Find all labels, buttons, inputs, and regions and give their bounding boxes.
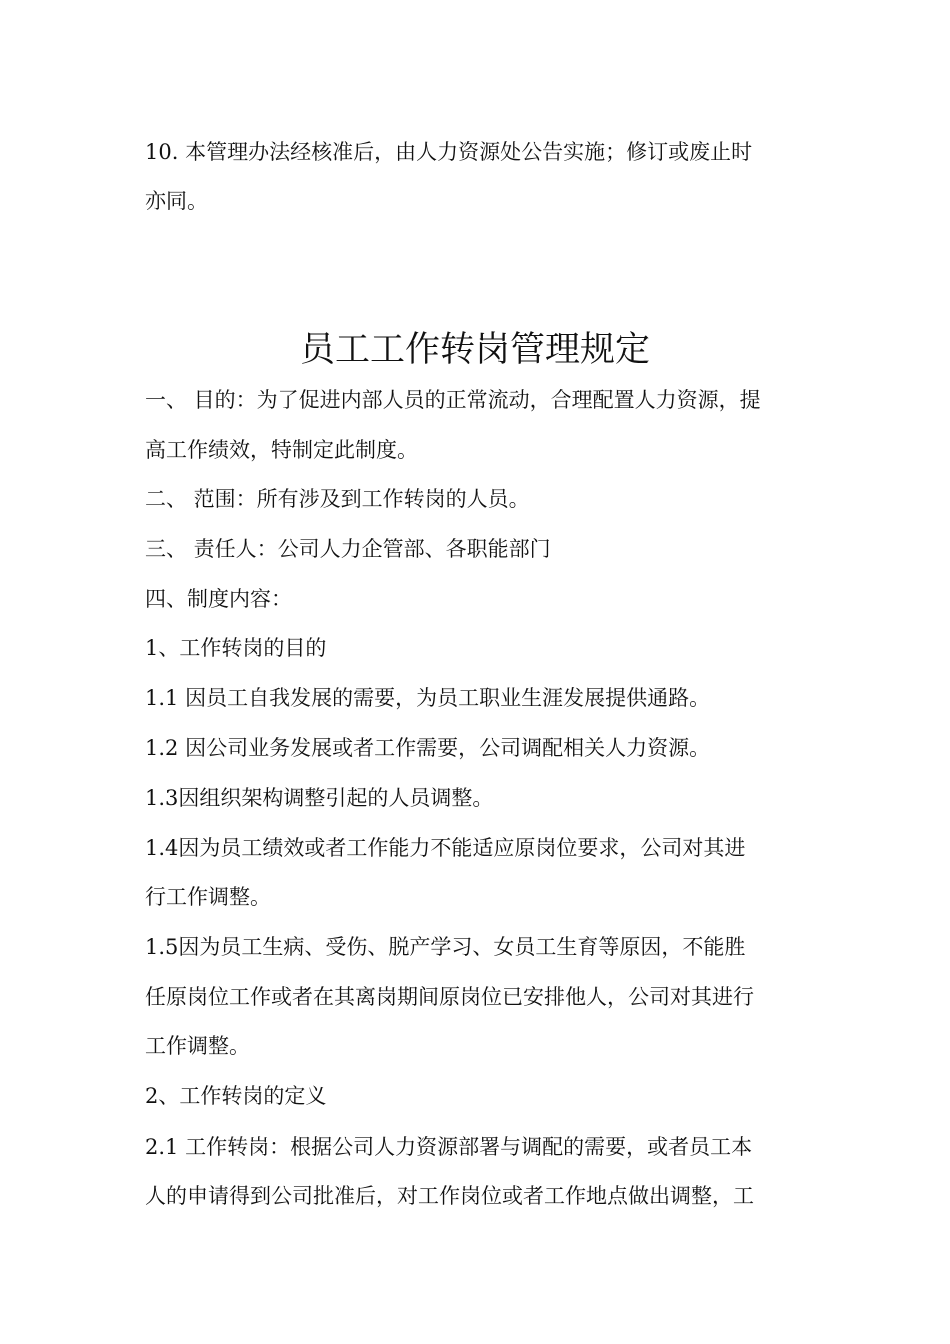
body-line: 行工作调整。: [145, 885, 271, 909]
body-line: 2.1 工作转岗：根据公司人力资源部署与调配的需要，或者员工本: [145, 1135, 753, 1159]
body-line: 1.2 因公司业务发展或者工作需要，公司调配相关人力资源。: [145, 736, 711, 760]
body-line: 三、 责任人：公司人力企管部、各职能部门: [145, 537, 551, 561]
body-line: 四、制度内容：: [145, 587, 292, 611]
body-line: 1.4因为员工绩效或者工作能力不能适应原岗位要求，公司对其进: [145, 836, 746, 860]
body-line: 工作调整。: [145, 1034, 250, 1058]
body-line: 高工作绩效，特制定此制度。: [145, 438, 418, 462]
intro-line-1: 10. 本管理办法经核准后，由人力资源处公告实施；修订或废止时: [145, 140, 753, 164]
body-line: 1、工作转岗的目的: [145, 636, 327, 660]
body-line: 二、 范围：所有涉及到工作转岗的人员。: [145, 487, 530, 511]
body-line: 任原岗位工作或者在其离岗期间原岗位已安排他人，公司对其进行: [145, 985, 754, 1009]
body-line: 一、 目的：为了促进内部人员的正常流动，合理配置人力资源，提: [145, 388, 761, 412]
body-line: 人的申请得到公司批准后，对工作岗位或者工作地点做出调整，工: [145, 1184, 754, 1208]
body-line: 2、工作转岗的定义: [145, 1084, 327, 1108]
intro-line-2: 亦同。: [145, 189, 208, 213]
document-title: 员工工作转岗管理规定: [299, 330, 650, 370]
body-line: 1.1 因员工自我发展的需要，为员工职业生涯发展提供通路。: [145, 686, 711, 710]
body-line: 1.5因为员工生病、受伤、脱产学习、女员工生育等原因，不能胜: [145, 935, 746, 959]
body-line: 1.3因组织架构调整引起的人员调整。: [145, 786, 494, 810]
